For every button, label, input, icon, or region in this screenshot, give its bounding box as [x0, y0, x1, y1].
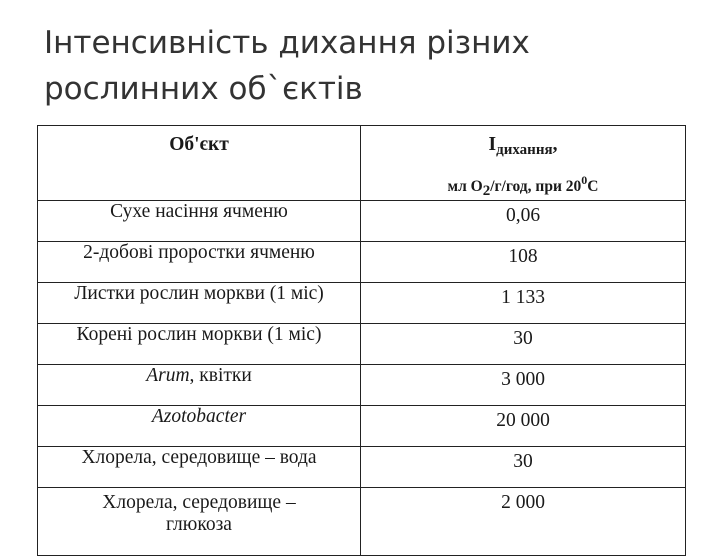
table-row: [38, 447, 686, 488]
table-row: [38, 365, 686, 406]
table-row: [38, 242, 686, 283]
title-line-1: Інтенсивність дихання різних: [44, 25, 530, 61]
value-cell: 30: [361, 447, 686, 488]
object-cell: Сухе насіння ячменю: [38, 201, 361, 242]
table-row: [38, 406, 686, 447]
object-cell: Хлорела, середовище – вода: [38, 447, 361, 488]
object-cell: 2-добові проростки ячменю: [38, 242, 361, 283]
respiration-table: [37, 125, 686, 556]
object-cell: Azotobacter: [38, 406, 361, 447]
header-unit: мл О2/г/год, при $20^0С$: [447, 173, 599, 199]
title-line-2: рослинних об`єктів: [44, 71, 363, 107]
header-object: Об'єкт: [38, 126, 361, 201]
value-cell: 3 000: [361, 365, 686, 406]
table-header-row: [38, 126, 686, 201]
table-row: [38, 283, 686, 324]
value-cell: 108: [361, 242, 686, 283]
object-cell: Корені рослин моркви (1 міс): [38, 324, 361, 365]
value-cell: 0,06: [361, 201, 686, 242]
value-cell: 2 000: [361, 488, 686, 556]
object-cell: Листки рослин моркви (1 міс): [38, 283, 361, 324]
table-row: [38, 324, 686, 365]
table-row: [38, 201, 686, 242]
header-intensity: $I_{дихання}$, мл О2/г/год, при $20^0С$: [361, 126, 686, 201]
slide-title: [44, 20, 684, 112]
value-cell: 1 133: [361, 283, 686, 324]
value-cell: 30: [361, 324, 686, 365]
value-cell: 20 000: [361, 406, 686, 447]
table-row: [38, 488, 686, 556]
object-cell: Arum, квітки: [38, 365, 361, 406]
object-cell: Хлорела, середовище – глюкоза: [38, 488, 361, 556]
